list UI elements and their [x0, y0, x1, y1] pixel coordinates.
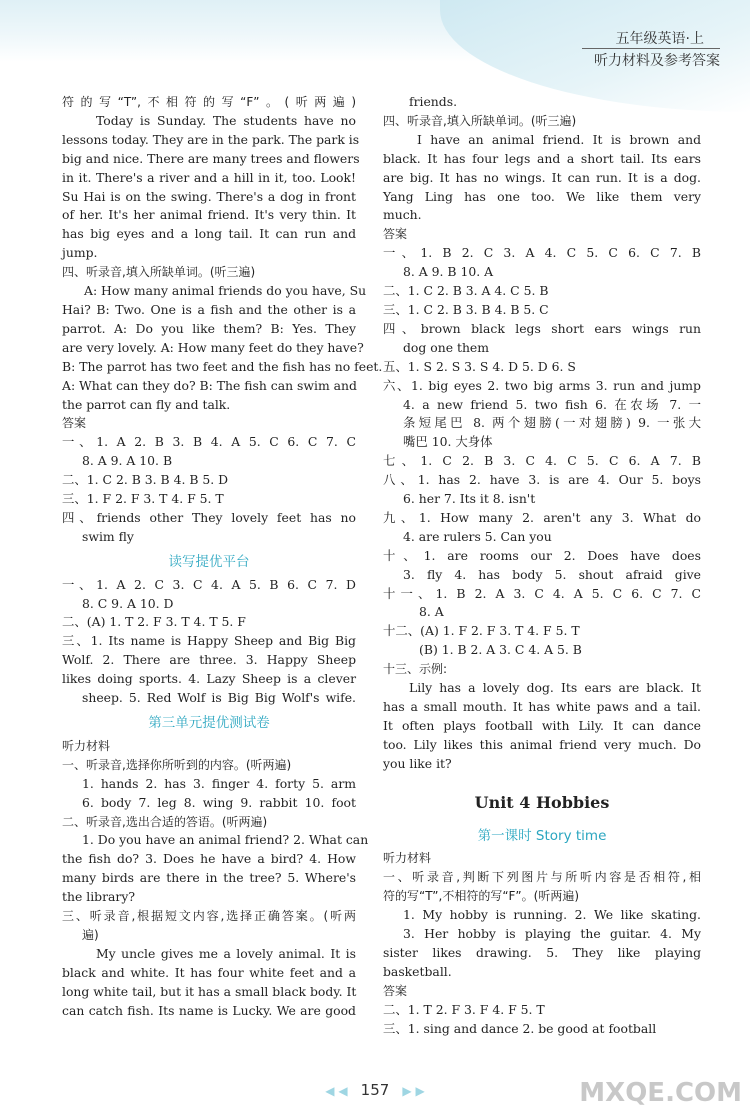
answer-line: dog one them: [403, 339, 490, 355]
question-heading: 一、听录音,选择你所听到的内容。(听两遍): [62, 757, 292, 772]
question-heading: 二、听录音,选出合适的答语。(听两遍): [62, 814, 268, 829]
answer-line: 嘴巴 10. 大身体: [403, 434, 493, 450]
text-line: Today is Sunday. The students have no: [96, 112, 356, 128]
answer-line: 九、1. How many 2. aren't any 3. What do: [383, 509, 701, 525]
answer-line: Wolf. 2. There are three. 3. Happy Sheep: [62, 652, 356, 668]
watermark: MXQE.COM: [579, 1078, 742, 1108]
text-line: many birds are there in the tree? 5. Where's: [62, 870, 356, 886]
text-line: sister likes drawing. 5. They like playing: [383, 944, 701, 960]
answer-line: 一、1. B 2. C 3. A 4. C 5. C 6. C 7. B: [383, 245, 701, 261]
answer-line: 8. C 9. A 10. D: [82, 595, 174, 611]
text-line: lessons today. They are in the park. The park is: [62, 131, 360, 147]
answer-line: 二、1. T 2. F 3. F 4. F 5. T: [383, 1001, 545, 1017]
text-line: friends.: [409, 94, 458, 109]
text-line: in it. There's a river and a hill in it, too. Look!: [62, 169, 356, 185]
text-line: 1. My hobby is running. 2. We like skating.: [403, 907, 701, 923]
left-column: [62, 93, 383, 1021]
answer-line: 三、1. Its name is Happy Sheep and Big Big: [62, 633, 356, 649]
text-line: 1. hands 2. has 3. finger 4. forty 5. arm: [82, 775, 356, 791]
answer-line: 4. are rulers 5. Can you: [403, 528, 552, 544]
answer-line: 四、friends other They lovely feet has no: [62, 509, 356, 525]
text-line: basketball.: [383, 963, 452, 979]
question-heading: 四、听录音,填入所缺单词。(听三遍): [383, 113, 577, 128]
answer-line: 三、1. F 2. F 3. T 4. F 5. T: [62, 491, 224, 507]
text-line: long white tail, but it has a small black body. It: [62, 983, 357, 999]
text-line: jump.: [62, 245, 98, 261]
answer-line: 三、1. sing and dance 2. be good at football: [383, 1020, 657, 1036]
text-line: 6. body 7. leg 8. wing 9. rabbit 10. foot: [82, 794, 356, 810]
text-line: 3. Her hobby is playing the guitar. 4. My: [403, 926, 701, 942]
text-line: I have an animal friend. It is brown and: [417, 131, 701, 147]
answer-line: likes doing sports. 4. Lazy Sheep is a clever: [62, 671, 356, 687]
answer-line: 条短尾巴 8. 两个翅膀(一对翅膀) 9. 一张大: [403, 415, 701, 431]
header-divider: [582, 48, 720, 49]
answer-line: 6. her 7. Its it 8. isn't: [403, 491, 536, 507]
text-line: parrot. A: Do you like them? B: Yes. They: [62, 320, 356, 336]
text-line: the parrot can fly and talk.: [62, 396, 231, 412]
text-line: It often plays football with Lily. It can dance: [383, 717, 701, 733]
answer-line: 四、brown black legs short ears wings run: [383, 320, 701, 336]
answer-line: 8. A 9. A 10. B: [82, 453, 173, 469]
answer-line: 三、1. C 2. B 3. B 4. B 5. C: [383, 301, 549, 317]
right-column: [383, 93, 701, 1039]
text-line: big and nice. There are many trees and flowers: [62, 150, 360, 166]
text-line: much.: [383, 207, 422, 223]
answer-line: 一、1. A 2. B 3. B 4. A 5. C 6. C 7. C: [62, 434, 356, 450]
answer-line: 七、1. C 2. B 3. C 4. C 5. C 6. A 7. B: [383, 453, 701, 469]
text-line: you like it?: [383, 755, 452, 771]
answer-line: 8. A 9. B 10. A: [403, 264, 494, 280]
lesson-title: 第一课时 Story time: [477, 827, 607, 844]
answer-line: 八、1. has 2. have 3. is are 4. Our 5. boys: [383, 472, 701, 488]
question-heading: 遍): [82, 927, 99, 942]
answer-line: 十二、(A) 1. F 2. F 3. T 4. F 5. T: [383, 623, 580, 639]
answer-line: 8. A: [419, 604, 444, 620]
question-heading: 三、听录音,根据短文内容,选择正确答案。(听两: [62, 909, 356, 924]
answer-line: 五、1. S 2. S 3. S 4. D 5. D 6. S: [383, 358, 576, 374]
answer-line: 4. a new friend 5. two fish 6. 在农场 7. 一: [403, 396, 701, 412]
answer-heading: 答案: [383, 227, 408, 242]
answer-line: 十三、示例:: [383, 662, 448, 677]
header-section: 听力材料及参考答案: [594, 53, 720, 69]
answer-line: 二、1. C 2. B 3. A 4. C 5. B: [383, 283, 549, 299]
text-line: black. It has four legs and a short tail. Its ears: [383, 150, 701, 166]
text-line: too. Lily likes this animal friend very much. Do: [383, 736, 701, 752]
text-line: are very lovely. A: How many feet do they have?: [62, 339, 364, 355]
section-title: 第三单元提优测试卷: [148, 715, 270, 731]
answer-line: swim fly: [82, 528, 134, 544]
answer-heading: 答案: [62, 416, 87, 431]
answer-line: 六、1. big eyes 2. two big arms 3. run and jump: [383, 377, 701, 393]
subsection-heading: 听力材料: [62, 738, 111, 753]
question-heading: 四、听录音,填入所缺单词。(听三遍): [62, 265, 256, 280]
answer-heading: 答案: [383, 983, 408, 998]
text-line: Yang Ling has one too. We like them very: [383, 188, 701, 204]
answer-line: (B) 1. B 2. A 3. C 4. A 5. B: [419, 642, 582, 658]
answer-line: 十、1. are rooms our 2. Does have does: [383, 547, 701, 563]
answer-line: sheep. 5. Red Wolf is Big Big Wolf's wife.: [82, 690, 356, 706]
answer-line: 3. fly 4. has body 5. shout afraid give: [403, 566, 701, 582]
text-line: can catch fish. Its name is Lucky. We are good: [62, 1002, 356, 1018]
text-line: 符的写“T”,不相符的写“F”。(听两遍): [62, 95, 356, 109]
text-line: black and white. It has four white feet and a: [62, 964, 356, 980]
left-arrow-icon: ◀ ◀: [325, 1084, 348, 1098]
question-heading: 一、听录音,判断下列图片与所听内容是否相符,相: [383, 870, 701, 885]
text-line: 1. Do you have an animal friend? 2. What can: [82, 832, 369, 848]
text-line: Hai? B: Two. One is a fish and the other is a: [62, 301, 356, 317]
text-line: the library?: [62, 889, 135, 905]
answer-line: 二、(A) 1. T 2. F 3. T 4. T 5. F: [62, 614, 246, 630]
right-arrow-icon: ▶ ▶: [402, 1084, 425, 1098]
text-line: has big eyes and a long tail. It can run and: [62, 226, 356, 242]
text-line: of her. It's her animal friend. It's very thin. It: [62, 207, 356, 223]
answer-line: 一、1. A 2. C 3. C 4. A 5. B 6. C 7. D: [62, 576, 356, 592]
text-line: Su Hai is on the swing. There's a dog in front: [62, 188, 356, 204]
text-line: has a small mouth. It has white paws and a tail.: [383, 699, 701, 714]
unit-title: Unit 4 Hobbies: [474, 792, 610, 812]
page-number: 157: [360, 1081, 390, 1099]
text-line: A: How many animal friends do you have, Su: [84, 283, 367, 299]
text-line: Lily has a lovely dog. Its ears are black. It: [409, 680, 701, 696]
text-line: are big. It has no wings. It can run. It is a dog.: [383, 169, 701, 185]
answer-line: 十一、1. B 2. A 3. C 4. A 5. C 6. C 7. C: [383, 585, 701, 601]
section-title: 读写提优平台: [168, 553, 250, 570]
text-line: B: The parrot has two feet and the fish has no feet.: [62, 358, 383, 374]
question-heading: 符的写“T”,不相符的写“F”。(听两遍): [383, 889, 580, 904]
header-grade: 五年级英语·上: [615, 31, 704, 47]
answer-line: 二、1. C 2. B 3. B 4. B 5. D: [62, 472, 229, 488]
text-line: My uncle gives me a lovely animal. It is: [96, 945, 356, 961]
text-line: A: What can they do? B: The fish can swim and: [62, 377, 357, 393]
text-line: the fish do? 3. Does he have a bird? 4. How: [62, 851, 356, 867]
subsection-heading: 听力材料: [383, 851, 432, 866]
